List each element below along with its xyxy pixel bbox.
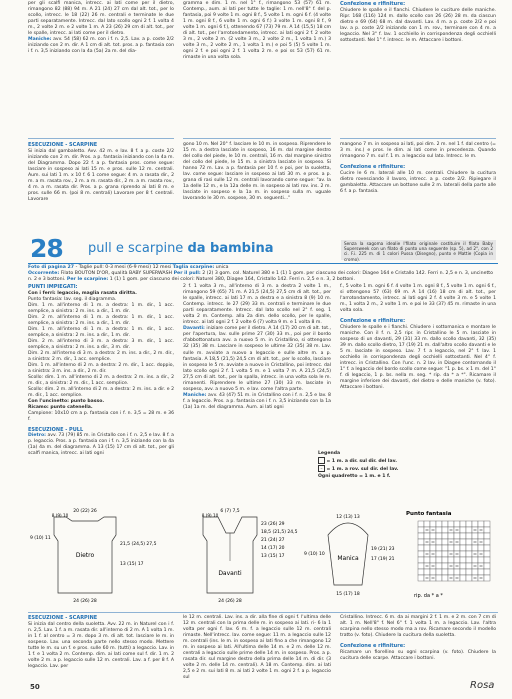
grid-cell	[448, 533, 454, 539]
grid-cell	[472, 521, 478, 527]
grid-cell	[424, 545, 430, 551]
front-dim-r3: 21 (24) 27	[261, 538, 285, 543]
grid-cell	[460, 569, 466, 575]
pullover-materials: 2 (2) 3 gom. col. Naturel 380 e 1 (1) 1 gom. per ciascuno dei colori: Diagee 164 e Cristallo 142. Ferri n. 2,5 e n. 3, uncinetto n. 2 e 3 bottoni.	[28, 271, 493, 283]
grid-cell	[454, 545, 460, 551]
top-column-1-shoes	[28, 142, 174, 203]
shoes-finishing-text: Cucire le 6 m. laterali alle 10 m. centrali. Chiudere la cucitura dietro rovesciando il lavoro, intrecc. a p. coste 2/2. Ripiegare il gambaletto. Attaccare un bottone sulle 2 m. laterali della parte alle 6 f. a p. fantasia.	[340, 170, 496, 194]
grid-cell	[484, 557, 490, 563]
bottom-finishing-heading: Confezione e rifiniture:	[340, 643, 406, 650]
repeat-label: rip. da * a *	[414, 593, 443, 599]
grid-cell	[460, 563, 466, 569]
stitch-line: Scollo: dim. 1 m. all'interno di 2 m. a destra: 2 m. ins. a dir., 2 m. dir., a sinistra: 2 m. dir., 1 acc. semplice.	[28, 375, 174, 387]
bottom-shoes-heading: ESECUZIONE - SCARPINE	[28, 615, 98, 621]
stitch-line: Con i ferri: legaccio, maglia rasata diritta.	[28, 290, 137, 296]
top-column-3	[340, 1, 496, 44]
grid-cell	[460, 527, 466, 533]
grid-cell	[436, 563, 442, 569]
legend-note: Ogni quadretto = 1 m. e 1 f.	[318, 474, 391, 479]
grid-cell	[418, 545, 424, 551]
grid-cell	[442, 545, 448, 551]
top-column-1	[28, 1, 174, 55]
shoes-continued-text: gono 10 m. Nel 20° f. lasciare le 10 m. in sospeso. Riprendere le 15 m. a destra lasciate in sospeso, 16 m. dal margine destro del collo del piede, le 10 m. centrali, 16 m. dal margine sinistro del collo del piede, le 15 m. a sinistra lasciate in sospeso. Si hanno 72 m. Lav. a p. fantasia per 10 f. e poi, per la suoletta, lav. come segue: lasciare in sospeso ai lati 30 m. e pros. a p. grana di rasi sulle 12 m. centrali lavorando come segue: "av. la 1a delle 12 m., e la 12a delle m. in sospeso ai lati rov. ins. 2 m. lasciate in sospeso e la 1a m. in sospeso sulla m. uguale lavorando le 30 m. sospese, 30 m. seguenti..."	[183, 142, 331, 202]
grid-cell	[454, 569, 460, 575]
sleeve-dim-left: 9 (10) 10	[304, 552, 325, 557]
shoe-size-label: Taglia scarpine:	[172, 265, 215, 270]
grid-cell	[442, 569, 448, 575]
pullover-heading: ESECUZIONE - PULL	[28, 426, 84, 433]
front-dim-r5: 13 (15) 17	[261, 554, 285, 559]
grid-cell	[484, 575, 490, 581]
grid-cell	[472, 545, 478, 551]
pullover-column	[183, 284, 331, 411]
top-column-2-shoes	[183, 142, 331, 202]
photo-label: Foto di pagina 27	[28, 265, 75, 270]
sleeve-dim-right2: 17 (19) 21	[371, 557, 395, 562]
grid-cell	[472, 533, 478, 539]
front-label: Davanti	[218, 570, 242, 577]
grid-cell	[436, 539, 442, 545]
grid-cell	[472, 557, 478, 563]
grid-cell	[466, 557, 472, 563]
grid-cell	[454, 557, 460, 563]
grid-cell	[466, 569, 472, 575]
pattern-header	[28, 236, 338, 262]
back-label: Dietro:	[28, 433, 46, 439]
grid-cell	[460, 521, 466, 527]
shoes-finishing-heading: Confezione e rifiniture:	[340, 164, 406, 171]
sleeve-continued-text: gramma e dim. 1 m. nel 1° f., rimangono 53 (57) 61 m. Contemp., aum. ai lati per tutte le taglie: 1 m. nell'8° f. del p. fantasia, poi 9 volte 1 m. ogni 8 f., 5 volte 1 m. ogni 6 f. (4 volte 1 m. ogni 8 f., 6 volte 1 m. ogni 6 f.) 3 volte 1 m. ogni 8 f., 9 volte 1 m. ogni 6 f.), ottenendo 67 (73) 79 m. A 14 (15,5) 18 cm di alt. tot., per l'arrotondamento, intrecc. ai lati ogni 2 f. 2 volte 3 m., 2 volte 2 m. (2 volte 3 m., 2 volte 2 m., 1 volta 1 m.) 3 volte 3 m., 2 volte 2 m., 1 volta 1 m.) e poi 5 (5) 5 volte 1 m. ogni 2 f. e poi ogni 2 f. 1 volta 2 m. e poi ss 53 (57) 61 m. rimaste in una volta sola.	[183, 1, 331, 61]
grid-cell	[442, 539, 448, 545]
grid-cell	[442, 527, 448, 533]
stitch-line: Punto fantasia: lav. seg. il diagramma.	[28, 296, 117, 302]
grid-cell	[466, 527, 472, 533]
sleeve-dim-bottom: 15 (17) 18	[336, 592, 360, 597]
bottom-column-3	[340, 615, 496, 662]
legend-item-purl: – = 1 m. a rov. sul dir. del lav.	[318, 465, 418, 473]
grid-cell	[430, 521, 436, 527]
grid-cell	[484, 539, 490, 545]
shoes-text: Si inizia dal gambaletto. Avv. 42 m. e lav. 8 f. a p. coste 2/2 iniziando con 2 m. dir. Pros. a p. fantasia iniziando con la 4a m. del Diagramma. Dopo 22 f. a p. fantasia pros. come segue: lasciare in sospeso ai lati 15 m. e pros. sulle 12 m. centrali. Aum. sui lati 1 m. x 10 f. 6 1 come segue: 4 m. a rasata dir., 2 m. a m. rasata rov., 2 m. a m. rasata dir., 2 m. a m. rasata rov., 4 m. a m. rasata dir. Pros. a p. grana riprendo ai lati 8 m. e pros. sulle 66 m. (poi 8 m. centrali) Lavorare per 8 f. centrali. Lavorare	[28, 148, 174, 202]
grid-cell	[442, 557, 448, 563]
grid-cell	[460, 533, 466, 539]
empty-square-icon	[318, 457, 325, 464]
header-rule	[28, 263, 498, 264]
front-schematic	[202, 508, 298, 604]
sleeve-text: avv. 54 (58) 62 m. con i f. n. 2,5. Lav. a p. coste 2/2 iniziando con 2 m. dir. A 1 cm di alt. tot. pros. a p. fantasia con i f. n. 3,5 iniziando con la 4a (5a) 2a m. del dia-	[28, 37, 174, 55]
back-dim-right1: 21,5 (24,5) 27,5	[120, 542, 157, 547]
stitch-line: Dim. 2 m. all'interno di 3 m. a destra: 3 m. dir., 1 acc. semplice, a sinistra: 2 m. ins. a dir., 3 m. dir.	[28, 338, 174, 350]
grid-cell	[484, 521, 490, 527]
bottom-shoes-text: Si inizia dal centro della suoletta. Avv. 22 m. in Naturel con i f. n. 2,5. Lav. 1 f. a m. rasata dir. all'interno di 2 m. A 1 volta 1 m. in 1 f. al centro = 3 m. dopo 3 m. di alt. tot. lasciare le m. in sospeso. Lav. una seconda parte nello stesso modo. Mettere tutte le m. su un f. e pros. sulle 60 m. (tutti) a legaccio. Lav. in 1 f. e 1 volta 2 m. Contemp. dim. ai lati come sul f. dir. 1 m. 2 volte 2 m. a p. legaccio sulle 12 m. centrali. Lav. a f. per 8 f. A legaccio. Lav. per	[28, 621, 174, 669]
pullover-label: Per il pull:	[173, 271, 201, 277]
grid-cell	[418, 557, 424, 563]
yarn-note-box: Senza la sagoma idealie l'filato originale costituire il filato Baby Supersweek con un filato di punto una seguente (sp. 5), ad 2°, con 2 ci. F.i. 225 m. di 1 colori Pussa (Disegno), punto e Mattie (Copia in cromo).	[341, 240, 496, 260]
grid-cell	[448, 557, 454, 563]
grid-cell	[466, 575, 472, 581]
grid-cell	[466, 521, 472, 527]
grid-cell	[466, 533, 472, 539]
grid-cell	[454, 533, 460, 539]
grid-cell	[478, 521, 484, 527]
schematic-diagrams	[28, 505, 498, 605]
grid-cell	[466, 539, 472, 545]
grid-cell	[478, 545, 484, 551]
shoes-end-text: mangono 7 m. in sospeso ai lati, poi dim. 2 m. nel 1 f. dal centro (= 3 m. ins.) e pros. le dim. ai lati come in precedenza. Quando rimangono 7 m. sul f. 1 m. a legaccio sul lato. Intrecc. le m.	[340, 142, 496, 160]
finishing-heading: Confezione e rifiniture:	[340, 1, 406, 7]
sizes-text: - Taglie pull: 0-3 mesi (6-9 mesi) 12 mesi	[75, 265, 172, 270]
grid-cell	[436, 551, 442, 557]
stitches-heading: PUNTI IMPIEGATI:	[28, 284, 78, 290]
shoes-heading: ESECUZIONE - SCARPINE	[28, 142, 98, 148]
back-schematic	[30, 508, 157, 604]
materials-text: Filato BOUTON D'OR, qualità BABY SUPERWASH	[60, 271, 173, 277]
divider	[28, 138, 174, 139]
sleeves-text: avv. 43 (47) 51 m. in Cristallino con i f. n. 2,5 e lav. 8 f. a legaccio. Pros. a p. fantasia con i f. n. 3,5 iniziando con la 1a (1a) 1a m. del diagramma. Aum. ai lati ogni	[183, 392, 331, 410]
back-text: avv. 73 (79) 85 m. in Cristallo con i f. n. 2,5 e lav. 8 f. a p. legaccio. Pros. a p. fantasia con i f. n. 3,5 iniziando con la 4a (1a) 4a m. del diagramma. A 13 (15) 17 cm di alt. tot., per gli scalfi manica, intrecc. ai lati ogni	[28, 433, 175, 457]
grid-cell	[454, 521, 460, 527]
shoe-size-text: unica	[215, 265, 229, 270]
top-column-2	[183, 1, 331, 61]
grid-cell	[478, 557, 484, 563]
sleeve-label: Manica	[337, 555, 359, 562]
grid-cell	[436, 545, 442, 551]
bottom-column-1	[28, 615, 174, 670]
sleeve-dim-top: 12 (13) 13	[336, 515, 360, 520]
pattern-grid	[418, 521, 490, 581]
bottom-shoes-end: Cristallino. Intrecc. 6 m. da ai margini 2 f. 1 m. e 2 m. con 7 cm di alt. 1 m. Nell'8° f. Nel 6° f. 1 volta 1 m. a legaccio. Lav. l'altra scarpina nello stesso modo ma a rov. Ricamare secondo il modello tratto (v. foto). Chiudere la cucitura della suoletta.	[340, 615, 496, 639]
grid-cell	[448, 569, 454, 575]
grid-cell	[460, 539, 466, 545]
finishing-column	[340, 284, 496, 391]
stitch-line: Dim. 1 m. all'interno di 1 m. a destra: 1 m. dir., 1 acc. semplice, a sinistra: 2 m. ins. a dir., 1 m. dir.	[28, 326, 174, 338]
finishing-text: Chiudere le spalle e il fianchi. Chiudere le cuciture delle maniche. Ripr. 168 (116) 124 m. dallo scollo con 26 (26) 28 m. da ciascun dietro e 69 (64) 68 m. dal davanti. Lav. 4 m. a p. coste 2/2 e poi lav. a p. coste 2/2 iniziando con 1 m. rov., terminare con 4 m. a legaccio. Nel 3° f. lav. 1 occhiello in corrispondenza degli occhielli sottostanti. Nel 1° f. intrecc. le m. Attaccare i bottoni.	[340, 7, 496, 43]
back-continued-text: 2 f. 1 volta 3 m., all'interno di 3 m. a destra 2 volte 1 m., rimangono 59 (65) 71 m. A 21,5 (24,5) 27,5 cm di alt. tot., per le spalle, intrecc. ai lati 17 m. a destra e a sinistra 8 (9) 10 m. Contemp. intrecc. le 27 (29) 33 m. centrali e terminare le due parti separatamente. Intrecc. dal lato scollo nel 2° f. seg. 1 volta 2 m. Contemp. alla 2a dim. dello scollo, per le spalle, intrecc. ai lati ogni 2 f. 2 volte 6 (7) volta 9 m. e 1 volta 8 m.	[183, 284, 331, 326]
legend-title: Legenda	[318, 451, 341, 456]
grid-cell	[478, 569, 484, 575]
front-dim-bottom: 24 (26) 28	[218, 599, 242, 604]
pattern-title	[88, 242, 273, 256]
grid-cell	[442, 563, 448, 569]
front-label: Davanti:	[183, 326, 205, 332]
bottom-column-2	[183, 615, 331, 682]
grid-cell	[430, 557, 436, 563]
legend-item-knit: = 1 m. a dir. sul dir. del lav.	[318, 457, 418, 465]
grid-cell	[424, 569, 430, 575]
grid-cell	[418, 551, 424, 557]
grid-cell	[418, 563, 424, 569]
front-text: per gli scalfi manica, intrecc. ai lati come per il dietro, rimangono 82 (88) 94 m. A 21 (24) 27 cm dal alt. tot., per lo scollo, intrecc. le 18 (22) 26 m. centrali e terminate le due parti separatamente. Intrecc. dal lato scollo ogni 2 f. 1 volta 4 m., 2 volte 2 m. e 2 volte 1 m. A 23 (26) 29 cm di alt. tot., per le spalle, intrecc. ai lati come per il dietro.	[28, 1, 174, 37]
back-dim-top: 20 (22) 26	[73, 509, 97, 514]
stitch-line: Ricamo: punto catenella.	[28, 405, 93, 411]
legend	[318, 450, 418, 480]
pullover-finishing-heading: Confezione e rifiniture:	[340, 318, 406, 325]
shoes-materials: 1 (1) 1 gom. per ciascuno dei colori: Naturel 380, Diagee 164, Cristallo 142. Ferri n. 2,5 e n. 3, 2 bottoni.	[109, 277, 355, 283]
grid-cell	[478, 533, 484, 539]
divider	[183, 138, 331, 139]
grid-cell	[442, 575, 448, 581]
grid-cell	[442, 551, 448, 557]
back-dim-right2: 13 (15) 17	[120, 562, 144, 567]
front-dim-top: 6 (7) 7,5	[220, 509, 240, 514]
stitch-line: Scollo: dim. 2 m. all'interno di 2 m. a destra: 2 m. ins. a dir. e 2 m. dir., 1 acc. semplice.	[28, 387, 174, 399]
grid-cell	[436, 569, 442, 575]
grid-cell	[424, 521, 430, 527]
back-dim-bottom: 24 (26) 28	[73, 599, 97, 604]
stitch-line: Dim. 2 m. all'interno di 3 m. a destra: 2 m. ins. a dir., 2 m. dir., a sinistra: 2 m. dir., 1 acc. semplice.	[28, 350, 174, 363]
stitches-column	[28, 284, 174, 457]
stitch-line: Dim. 1 m. all'interno di 2 m. a destra: 2 m. dir., 1 acc. doppio, a sinistra: 3 m. ins. a dir., 2 m. dir.	[28, 363, 174, 375]
grid-cell	[418, 539, 424, 545]
title-regular: pull e scarpine	[88, 241, 184, 256]
magazine-logo: Rosa	[470, 680, 495, 691]
sleeve-dim-right1: 19 (21) 23	[371, 547, 395, 552]
grid-cell	[484, 563, 490, 569]
gauge-line: Campione: 10x10 cm a p. fantasia con i f. n. 3,5 = 28 m. e 36 f.	[28, 411, 174, 423]
back-dim-shoulder: 8 (9) 10	[51, 513, 69, 518]
grid-cell	[460, 557, 466, 563]
schematics-svg	[28, 505, 498, 605]
grid-cell	[460, 545, 466, 551]
grid-cell	[466, 545, 472, 551]
grid-cell	[442, 521, 448, 527]
grid-cell	[436, 575, 442, 581]
bottom-finishing-text: Ricamare un fiorellino su ogni scarpina (v. foto). Chiudere la cucitura delle scarpe. Attaccare i bottoni.	[340, 649, 496, 661]
shoes-label: Per le scarpine:	[66, 277, 109, 283]
pattern-chart	[406, 511, 490, 599]
grid-cell	[484, 527, 490, 533]
front-dim-r1: 23 (26) 29	[261, 522, 285, 527]
bottom-shoes-continued: le 12 m. centrali. Lav. ins. a dir. alla fine di ogni f. l'ultima delle 12 m. centrali con la prima delle m. in sospeso ai lati. ri- 6 la 1 volta per ogni f. lav. 6 m. f. a legaccio sulle 12 m. centrali rimaste. Nell'intrecc. lav. come segue: 11 m. a legaccio sulle 12 m. centrali (ins. le m. in sospeso ai lati fino a che rimangono 12 m. in sospeso ai lati. All'ultima delle 14 m. e 2 m. delle 12 m. centrali a legaccio sulle prime delle 14 m. in sospeso. Pros. a p. rasata dir. sul margine destro della prima delle 14 m. di dir. (3 volte 2 m. delle 14 m. centrali). A 18 m. Contemp. dim. ai lati 2,5 e 2 m. sui lati 8 m. ai lati 2 volte 1 m. ogni 2 f. a p. legaccio sul	[183, 615, 331, 681]
front-dim-r4: 14 (17) 20	[261, 546, 285, 551]
grid-cell	[484, 533, 490, 539]
grid-cell	[424, 533, 430, 539]
top-column-3-shoes	[340, 142, 496, 195]
divider	[340, 138, 496, 139]
sleeve-schematic	[304, 514, 395, 597]
grid-cell	[436, 533, 442, 539]
materials-info	[28, 265, 498, 283]
grid-cell	[448, 545, 454, 551]
pattern-number: 28	[30, 234, 63, 263]
back-label: Dietro	[75, 552, 95, 559]
materials-label: Occorrente:	[28, 271, 60, 277]
front-dim-shoulder: 8 (9) 10	[201, 513, 219, 518]
pattern-chart-title: Punto fantasia	[406, 511, 452, 517]
sleeves-label: Maniche:	[183, 392, 207, 398]
grid-cell	[484, 545, 490, 551]
grid-cell	[418, 527, 424, 533]
grid-cell	[418, 521, 424, 527]
grid-cell	[418, 575, 424, 581]
grid-cell	[466, 563, 472, 569]
grid-cell	[430, 569, 436, 575]
grid-cell	[460, 575, 466, 581]
front-text: iniziare come per il dietro. A 14 (17) 20 cm di alt. tot., per l'apertura, lav. sulle prime 27 (30) 33 m., poi per il bordo d'abbottonatura avv. a nuovo 5 m. in Cristallino, si ottengono 32 (35) 38 m. Lasciare in sospeso le ultime 32 (35) 38 m. Lav. sulle m. avviate a nuovo a legaccio e sulle altre m. a p. fantasia. A 18,5 (21,5) 24,5 cm di alt. tot., per lo scollo, lasciare in sospeso le 5 m. avviate a nuovo in Cristallino, poi intrecc. dal lato scollo ogni 2 f. 1 volta 5 m. e 1 volta 7 m. A 21,5 (24,5) 27,5 cm di alt. tot., per la spalla, intrecc. in una volta sola le m. rimanenti. Riprendere le ultime 27 (30) 33 m. lasciate in sospeso, avv. a nuovo 5 m. e lav. come l'altra parte.	[183, 326, 331, 392]
front-dim-r2: 18,5 (21,5) 24,5	[261, 530, 298, 535]
grid-cell	[484, 551, 490, 557]
grid-cell	[436, 557, 442, 563]
pullover-finishing-text: Chiudere le spalle e i fianchi. Chiudere i sottomanica e montare le maniche. Con il f. n. 2,5 ripr. in Cristallino le 5 m. lasciate in sospeso di un davanti, 29 (31) 33 m. dallo scollo davanti, 32 (35) 39 m. dallo scollo dietro, 17 (19) 21 m. dall'altro scollo davanti e le 5 m. lasciate in sospeso. Lav. 7 f. a legaccio, nel 2° f. lav. 1 occhiello in corrispondenza degli occhielli sottostanti. Nel 4° f. intrecc. in Cristallino. Con l'unc. n. 2 lav. in Diagee contornando il 1° f. a legaccio del bordo scollo come segue: "1 p. bs. x 1 m. del 1° f. di legaccio, 1 p. bs. nella m. seg. * rip. da * a *". Ricamare il margine inferiore dei davanti, del dietro e delle maniche (v. foto). Attaccare i bottoni.	[340, 324, 496, 391]
grid-cell	[430, 545, 436, 551]
grid-cell	[430, 533, 436, 539]
sleeve-label: Maniche:	[28, 37, 52, 43]
grid-cell	[442, 533, 448, 539]
page-number: 50	[30, 683, 40, 691]
grid-cell	[484, 569, 490, 575]
divider	[28, 612, 498, 613]
grid-cell	[460, 551, 466, 557]
grid-cell	[466, 551, 472, 557]
grid-cell	[436, 521, 442, 527]
grid-cell	[436, 527, 442, 533]
dash-square-icon: –	[318, 465, 325, 472]
grid-cell	[448, 521, 454, 527]
grid-cell	[418, 569, 424, 575]
sleeves-continued-text: f., 5 volte 1 m. ogni 6 f. 4 volte 1 m. ogni 8 f., 5 volte 1 m. ogni 6 f., si ottengono 57 (63) 69 m. A 14 (16) 18 cm di alt. tot., per l'arrotondamento, intrecc. ai lati ogni 2 f. 4 volte 3 m. e 5 volte 1 m., 1 volta 2 m., 2 volte 1 m. e poi le 33 (37) 45 m. rimaste in una volta sola.	[340, 284, 496, 314]
stitch-line: Con l'uncinetto: punto basso.	[28, 399, 105, 405]
grid-cell	[424, 557, 430, 563]
back-dim-left: 9 (10) 11	[30, 536, 51, 541]
grid-cell	[418, 533, 424, 539]
stitch-line: Dim. 1 m. all'interno di 1 m. a destra: 1 m. dir., 1 acc. semplice, a sinistra: 2 m. ins. a dir., 1 m. dir.	[28, 302, 174, 314]
stitch-line: Dim. 2 m. all'interno di 1 m. a destra: 1 m. dir., 1 acc. semplice, a sinistra: 2 m. ins. a dir., 1 m. dir.	[28, 314, 174, 326]
title-bold: da bambina	[187, 241, 274, 256]
grid-cell	[472, 569, 478, 575]
